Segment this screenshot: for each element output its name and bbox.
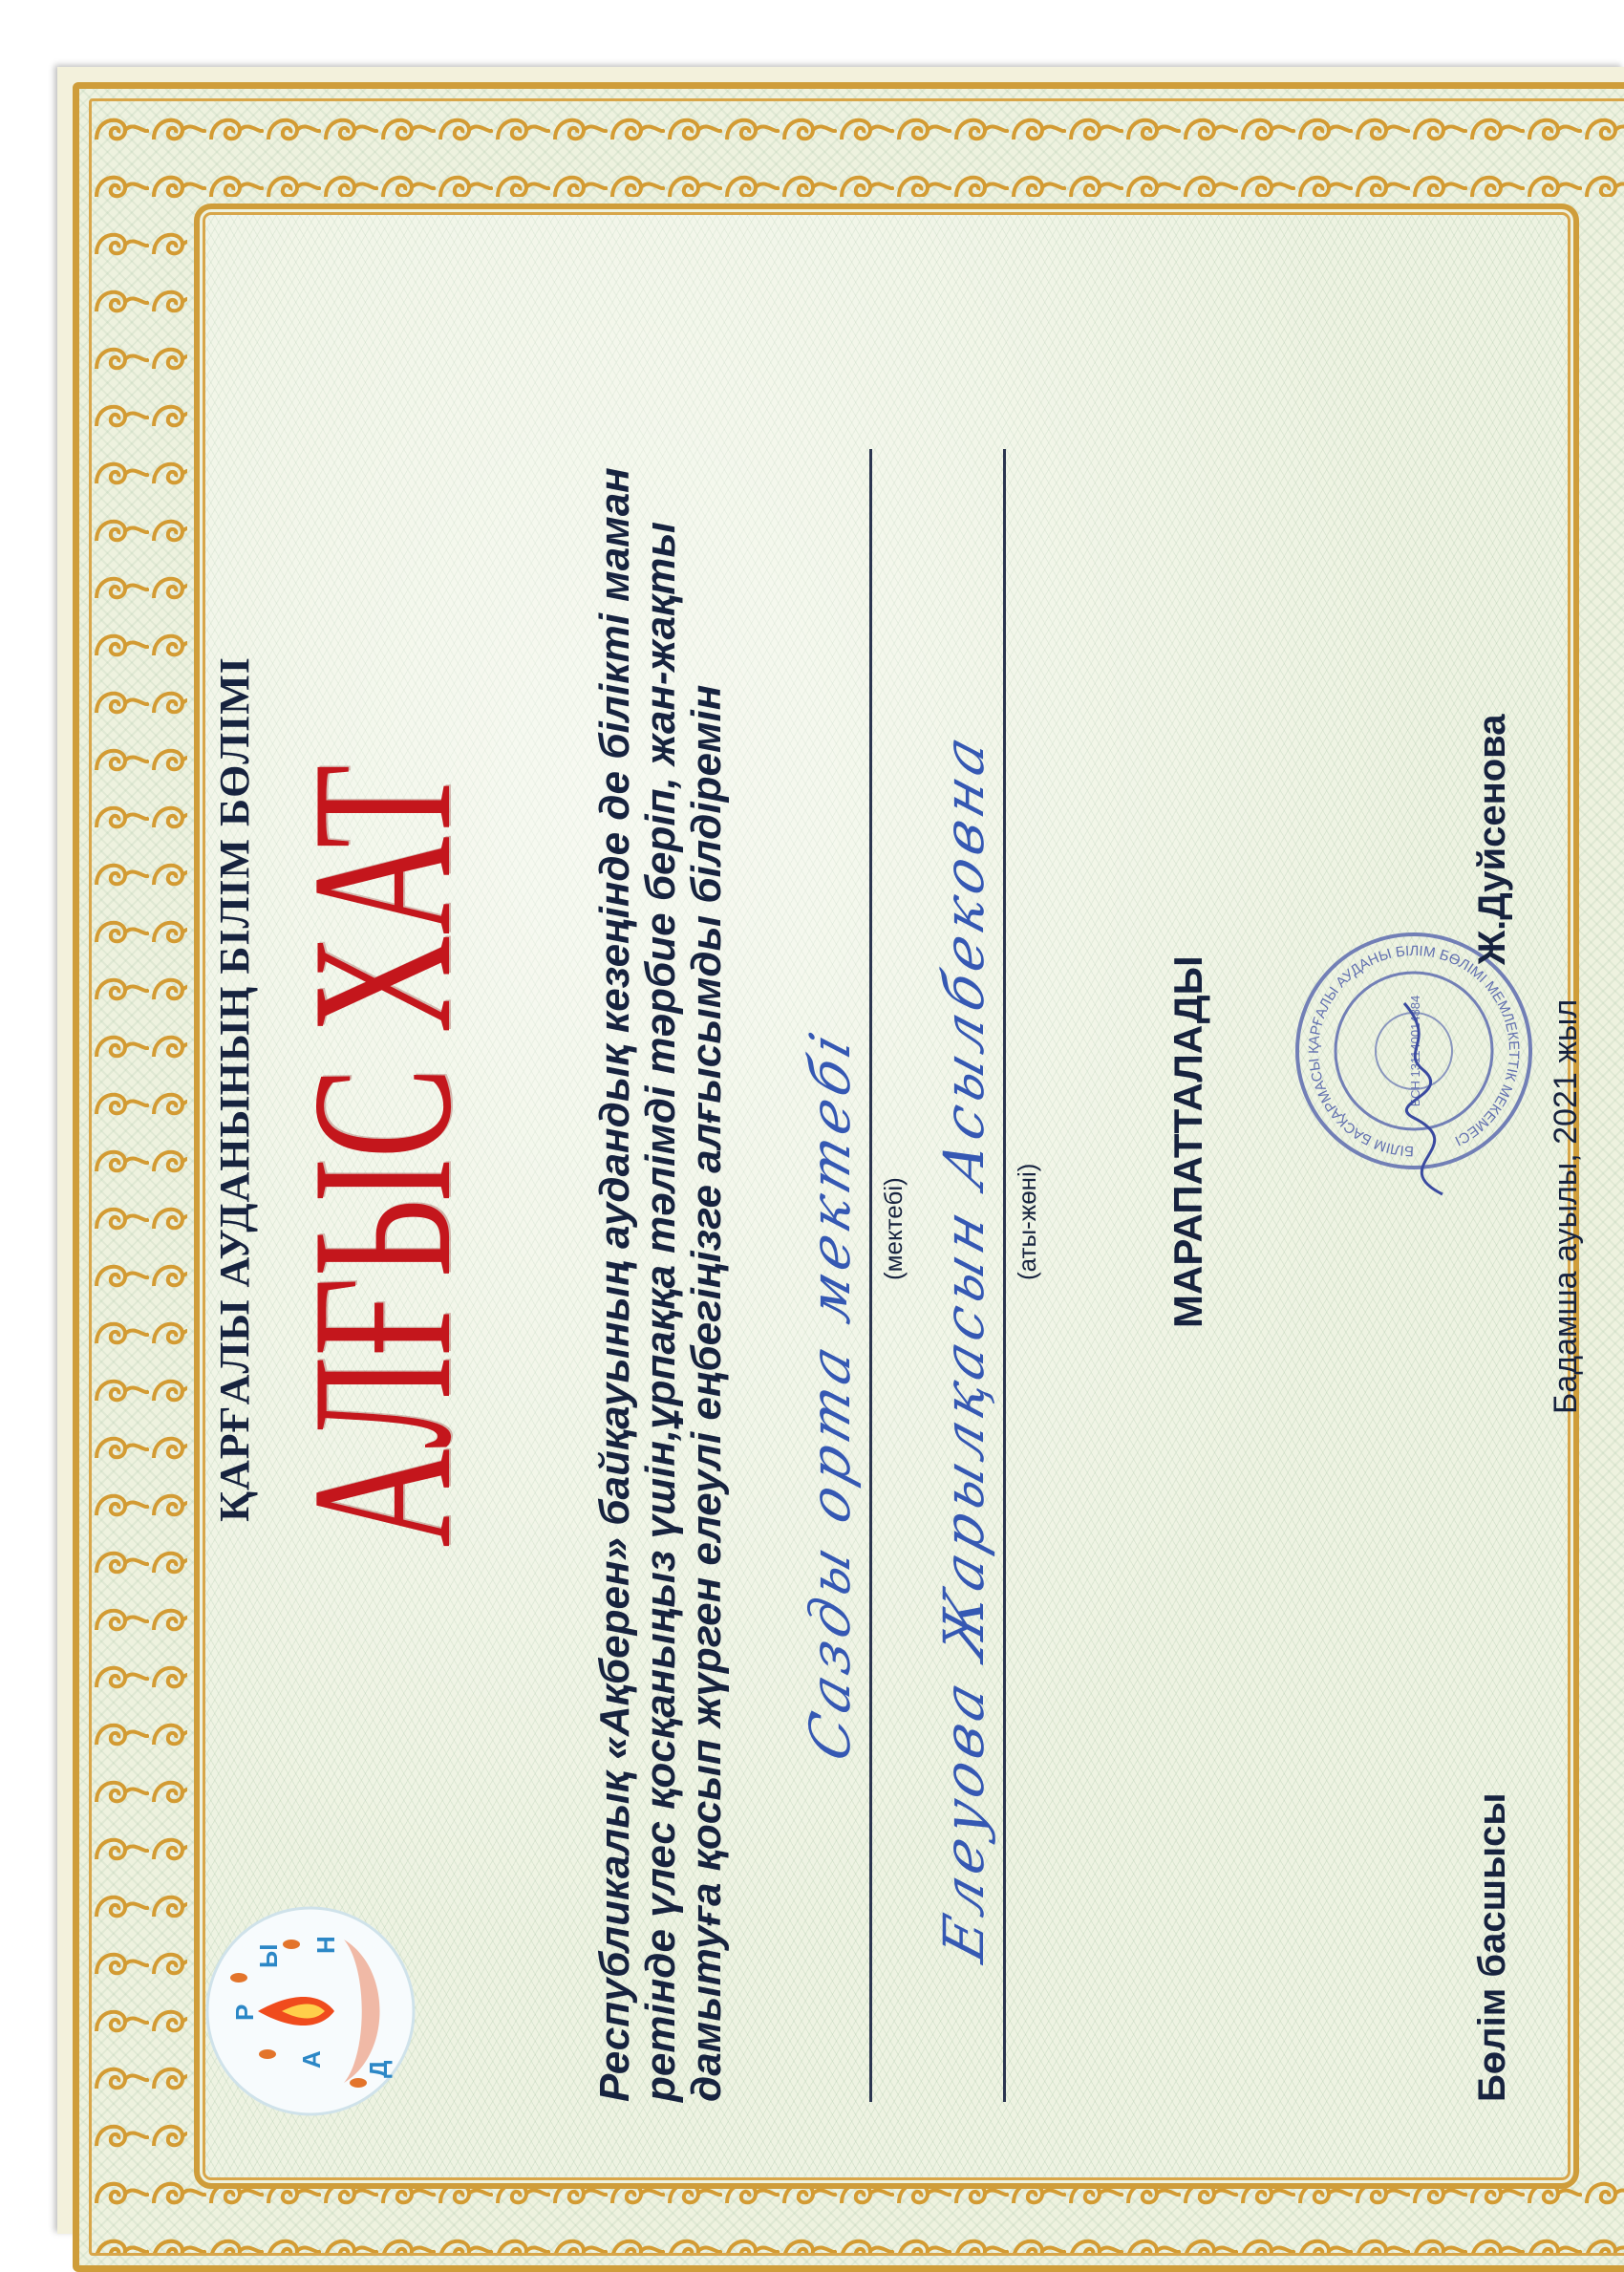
body-line-3: дамытуға қосып жүрген елеулі еңбегіңізге алғысымды білдіремін bbox=[683, 684, 730, 2102]
organization-title: ҚАРҒАЛЫ АУДАНЫНЫҢ БІЛІМ БӨЛІМІ bbox=[211, 656, 258, 1522]
logo-letter-5: Н bbox=[311, 1936, 340, 1954]
name-underline bbox=[1003, 449, 1006, 2102]
head-name: Ж.Дуйсенова bbox=[1471, 714, 1513, 965]
certificate-content bbox=[172, 105, 1584, 2159]
name-caption: (аты-жөні) bbox=[1013, 1163, 1041, 1280]
signature bbox=[1366, 994, 1481, 1204]
school-caption: (мектебі) bbox=[879, 1177, 908, 1280]
body-line-2: ретінде үлес қосқаныңыз үшін,ұрпаққа тәлімді тәрбие беріп, жан-жақты bbox=[637, 522, 684, 2102]
school-underline bbox=[869, 449, 872, 2102]
school-handwritten: Сазды орта мектебі bbox=[798, 1019, 863, 1769]
logo-letter-2: А bbox=[297, 2050, 326, 2068]
name-handwritten: Елеуова Жарылқасын Асылбековна bbox=[931, 722, 996, 1970]
stamp-inner-text: БСН 131140014884 bbox=[1408, 995, 1422, 1107]
logo-letter-1: Д bbox=[364, 2060, 393, 2078]
daryn-logo bbox=[201, 1901, 420, 2121]
awarded-label: МАРАПАТТАЛАДЫ bbox=[1165, 955, 1210, 1328]
logo-letter-3: Р bbox=[230, 2004, 259, 2021]
head-title: Бөлім басшысы bbox=[1471, 1792, 1513, 2102]
place-year: Бадамша ауылы, 2021 жыл bbox=[1548, 998, 1584, 1414]
logo-letter-4: Ы bbox=[254, 1943, 283, 1968]
body-line-1: Республикалық «Ақберен» байқауының аудандық кезеңінде де білікті маман bbox=[591, 467, 638, 2102]
certificate-title: АЛҒЫС ХАТ bbox=[271, 764, 493, 1548]
stamp-ring-text: БІЛІМ БАСҚАРМАСЫ ҚАРҒАЛЫ АУДАНЫ БІЛІМ БӨЛІМІ МЕМЛЕКЕТТІК МЕКЕМЕСІ bbox=[1305, 942, 1523, 1160]
body-text bbox=[592, 191, 730, 2102]
